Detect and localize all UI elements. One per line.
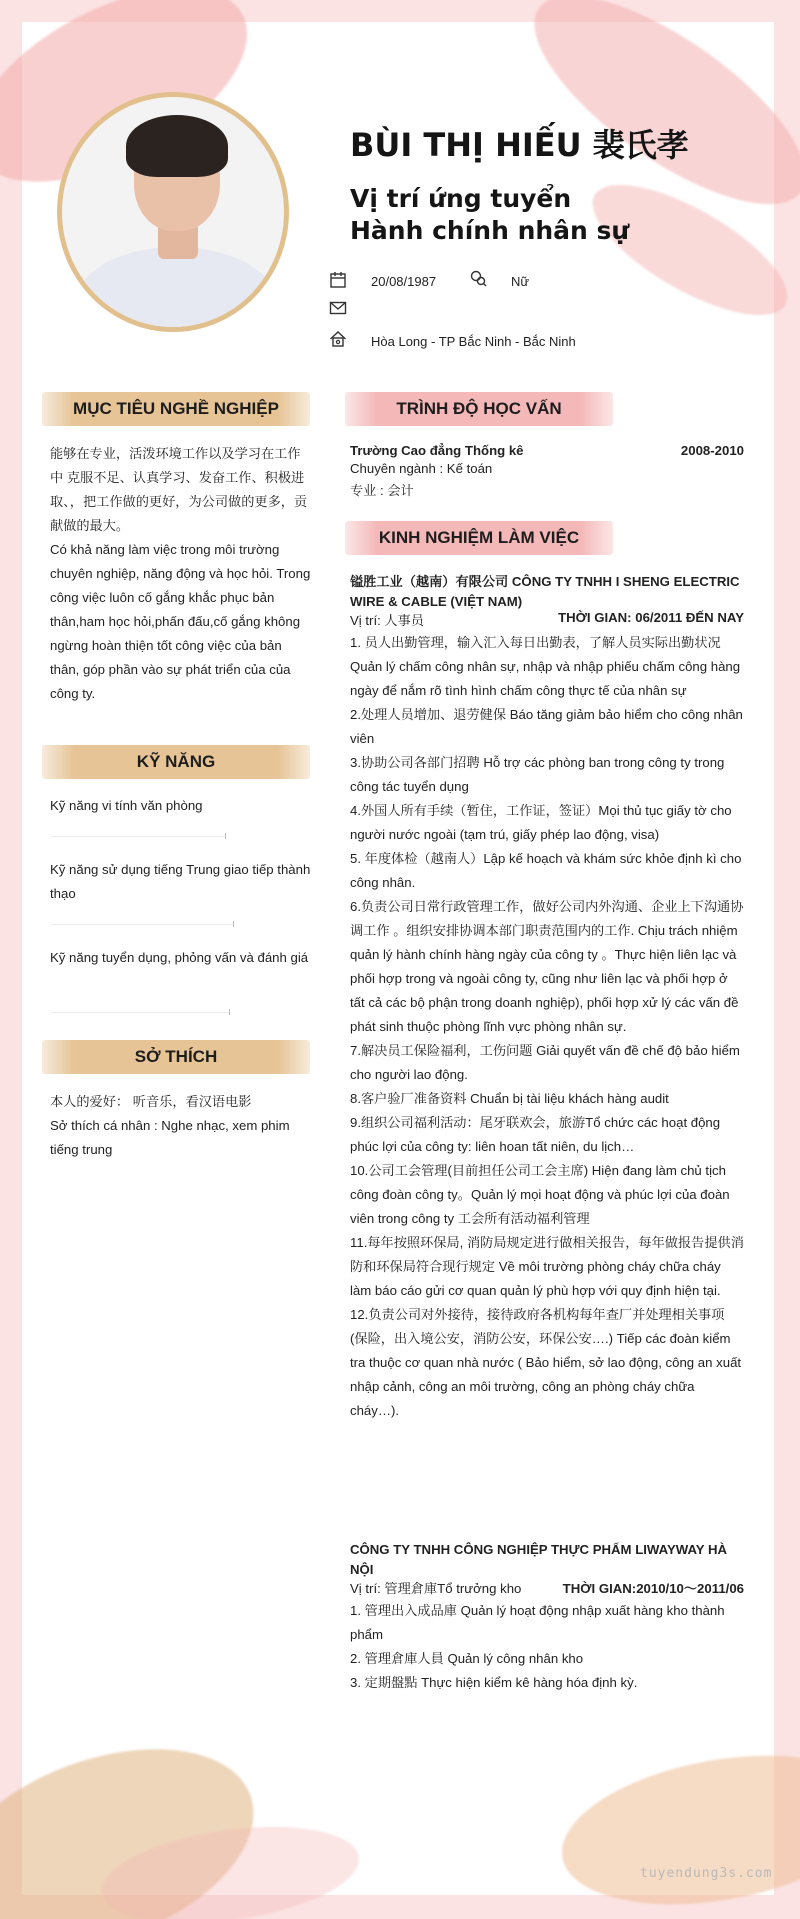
duty-item: 2. 管理倉庫人員 Quản lý công nhân kho — [350, 1651, 584, 1666]
birthdate: 20/08/1987 — [371, 274, 437, 289]
objective-title: MỤC TIÊU NGHỀ NGHIỆP — [42, 392, 310, 426]
calendar-icon — [329, 271, 347, 289]
job1-time: THỜI GIAN: 06/2011 ĐẾN NAY — [558, 610, 744, 625]
watermark: tuyendung3s.com — [640, 1866, 773, 1881]
hobby-cn: 本人的爱好： 听音乐，看汉语电影 — [50, 1094, 252, 1109]
duty-item: 7.解决员工保险福利，工伤问题 Giải quyết vấn đề chế độ bảo hiểm cho người lao động. — [350, 1043, 740, 1082]
objective-cn: 能够在专业，活泼环境工作以及学习在工作中 克服不足、认真学习、发奋工作、积极进取、，把工作做的更好，为公司做的更多，贡献做的最大。 — [50, 446, 308, 533]
duty-item: 10.公司工会管理(目前担任公司工会主席) Hiện đang làm chủ tịch công đoàn công ty。Quản lý mọi hoạt động và phúc lợi của đoàn viên trong công ty 工会所有活动福利管理 — [350, 1163, 730, 1226]
candidate-name: BÙI THỊ HIẾU 裴氏孝 — [350, 126, 689, 164]
duty-item: 4.外国人所有手续（暂住，工作证，签证）Mọi thủ tục giấy tờ cho người nước ngoài (tạm trú, giấy phép lao động, visa) — [350, 803, 732, 842]
duty-item: 1. 员人出勤管理，输入汇入每日出勤表，了解人员实际出勤状况 — [350, 635, 721, 650]
gender-icon — [469, 269, 487, 287]
objective-vi: Có khả năng làm việc trong môi trường chuyên nghiệp, năng động và học hỏi. Trong công việc luôn cố gắng khắc phục bản thân,ham học hỏi,phấn đấu,cố gắng không ngừng hoàn thiện tốt công việc của bản thân, góp phần vào sự phát triển của của công ty. — [50, 542, 311, 701]
duty-item: 2.处理人员增加、退劳健保 Báo tăng giảm bảo hiểm cho công nhân viên — [350, 707, 743, 746]
job1-header — [350, 610, 744, 629]
skills-title: KỸ NĂNG — [42, 745, 310, 779]
skill-item: Kỹ năng sử dụng tiếng Trung giao tiếp thành thạo — [50, 862, 311, 901]
education-major-cn: 专业 : 会计 — [350, 483, 414, 498]
job1-company: 镒胜工业（越南）有限公司 CÔNG TY TNHH I SHENG ELECTRIC WIRE & CABLE (VIỆT NAM) — [350, 574, 740, 609]
skill-level-bar — [50, 1012, 230, 1013]
gender: Nữ — [511, 274, 530, 289]
hobby-vi: Sở thích cá nhân : Nghe nhạc, xem phim tiếng trung — [50, 1118, 290, 1157]
address: Hòa Long - TP Bắc Ninh - Bắc Ninh — [371, 334, 576, 349]
role-value: Hành chính nhân sự — [350, 216, 630, 245]
duty-item: 3. 定期盤點 Thực hiện kiểm kê hàng hóa định kỳ. — [350, 1675, 638, 1690]
job1-position: Vị trí: 人事员 — [350, 613, 424, 628]
duty-item: Quản lý chấm công nhân sự, nhập và nhập phiếu chấm công hàng ngày để nắm rõ tình hình chấm công thực tế của nhân sự — [350, 659, 741, 698]
avatar — [57, 92, 289, 332]
duty-item: 3.协助公司各部门招聘 Hỗ trợ các phòng ban trong công ty trong công tác tuyển dụng — [350, 755, 725, 794]
job2-duties — [350, 1599, 744, 1695]
education-title: TRÌNH ĐỘ HỌC VẤN — [345, 392, 613, 426]
skill-level-bar — [50, 924, 234, 925]
skill-level-bar — [50, 836, 226, 837]
education-row — [350, 443, 744, 458]
hobbies-title: SỞ THÍCH — [42, 1040, 310, 1074]
duty-item: 12.负责公司对外接待，接待政府各机构每年查厂并处理相关事项 (保险，出入境公安，消防公安，环保公安….) Tiếp các đoàn kiểm tra thuộc cơ quan nhà nước ( Bảo hiểm, sở lao động, công an xuất nhập cảnh, công an môi trường, công an phòng cháy chữa cháy…). — [350, 1307, 742, 1418]
job1-duties — [350, 631, 744, 1423]
duty-item: 8.客户验厂准备资料 Chuẩn bị tài liệu khách hàng audit — [350, 1091, 669, 1106]
duty-item: 9.组织公司福利活动：尾牙联欢会，旅游Tổ chức các hoạt động phúc lợi của công ty: liên hoan tất niên, du lịch… — [350, 1115, 721, 1154]
home-icon — [329, 330, 347, 348]
role-label: Vị trí ứng tuyển — [350, 184, 572, 213]
email-icon — [329, 299, 347, 317]
duty-item: 11.每年按照环保局, 消防局规定进行做相关报告，每年做报告提供消防和环保局符合现行规定 Về môi trường phòng cháy chữa cháy làm báo cáo gửi cơ quan quản lý phù hợp với quy định hiện tại. — [350, 1235, 744, 1298]
job2-time: THỜI GIAN:2010/10～2011/06 — [562, 1581, 744, 1596]
skill-item: Kỹ năng tuyển dụng, phỏng vấn và đánh giá — [50, 950, 309, 965]
education-years: 2008-2010 — [680, 443, 744, 458]
skill-item: Kỹ năng vi tính văn phòng — [50, 798, 203, 813]
duty-item: 1. 管理出入成品庫 Quản lý hoạt động nhập xuất hàng kho thành phẩm — [350, 1603, 725, 1642]
education-major-vi: Chuyên ngành : Kế toán — [350, 461, 493, 476]
experience-title: KINH NGHIỆM LÀM VIỆC — [345, 521, 613, 555]
job2-header — [350, 1578, 744, 1597]
job2-position: Vị trí: 管理倉庫Tổ trưởng kho — [350, 1581, 522, 1596]
hobbies-text — [50, 1090, 312, 1162]
job2-company: CÔNG TY TNHH CÔNG NGHIỆP THỰC PHẨM LIWAYWAY HÀ NỘI — [350, 1542, 728, 1577]
duty-item: 6.负责公司日常行政管理工作，做好公司内外沟通、企业上下沟通协调工作 。组织安排协调本部门职责范围内的工作. Chịu trách nhiệm quản lý hành chính hàng ngày của công ty 。Thực hiện liên lạc và phối hợp trong và ngoài công ty, cũng như liên lạc và phối hợp ở tất cả các bộ phận trong doanh nghiệp), phối hợp xử lý các vấn đề phát sinh thuộc phòng lĩnh vực phòng nhân sự. — [350, 899, 744, 1034]
school-name: Trường Cao đẳng Thống kê — [350, 443, 524, 458]
duty-item: 5. 年度体检（越南人）Lập kế hoạch và khám sức khỏe định kì cho công nhân. — [350, 851, 742, 890]
objective-text — [50, 442, 312, 706]
